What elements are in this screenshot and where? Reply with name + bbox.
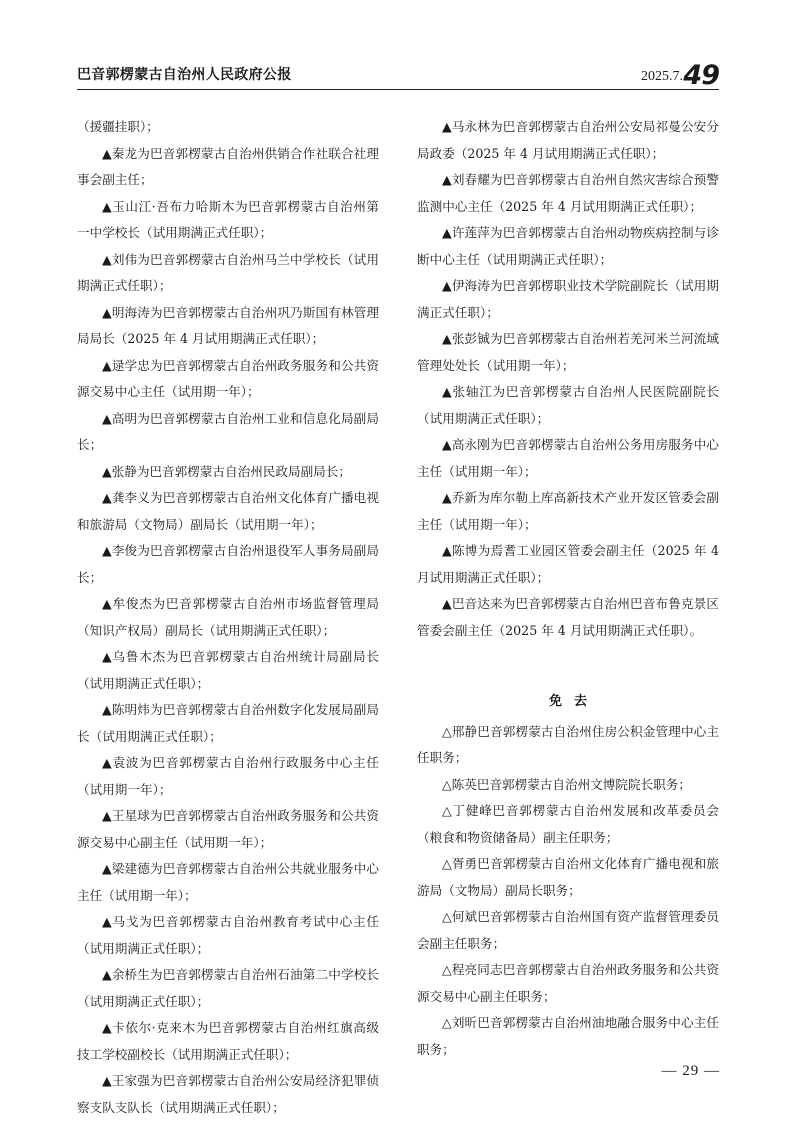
page-number: — 29 —	[661, 1063, 720, 1079]
paragraph: ▲张彭铖为巴音郭楞蒙古自治州若羌河米兰河流域管理处处长（试用期一年）；	[417, 331, 719, 373]
paragraph: ▲明海涛为巴音郭楞蒙古自治州巩乃斯国有林管理局局长（2025 年 4 月试用期满正式任职）；	[77, 304, 379, 346]
paragraph: ▲牟俊杰为巴音郭楞蒙古自治州市场监督管理局（知识产权局）副局长（试用期满正式任职）；	[77, 596, 379, 638]
paragraph: ▲许莲萍为巴音郭楞蒙古自治州动物疾病控制与诊断中心主任（试用期满正式任职）；	[417, 225, 719, 267]
paragraph: ▲李俊为巴音郭楞蒙古自治州退役军人事务局副局长；	[77, 543, 379, 585]
paragraph: ▲巴音达来为巴音郭楞蒙古自治州巴音布鲁克景区管委会副主任（2025 年 4 月试用期满正式任职）。	[417, 596, 719, 638]
paragraph: ▲卡依尔·克来木为巴音郭楞蒙古自治州红旗高级技工学校副校长（试用期满正式任职）；	[77, 1020, 379, 1062]
paragraph: ▲刘春耀为巴音郭楞蒙古自治州自然灾害综合预警监测中心主任（2025 年 4 月试用期满正式任职）；	[417, 172, 719, 214]
left-column	[77, 114, 379, 1121]
publication-title: 巴音郭楞蒙古自治州人民政府公报	[77, 67, 292, 83]
right-column	[417, 114, 719, 1063]
paragraph: ▲马永林为巴音郭楞蒙古自治州公安局祁曼公安分局政委（2025 年 4 月试用期满正式任职）；	[417, 119, 719, 161]
issue-date: 2025.7.	[641, 69, 683, 84]
paragraph: ▲龚李义为巴音郭楞蒙古自治州文化体育广播电视和旅游局（文物局）副局长（试用期一年）；	[77, 490, 379, 532]
page-header	[77, 60, 719, 91]
paragraph: ▲秦龙为巴音郭楞蒙古自治州供销合作社联合社理事会副主任；	[77, 145, 379, 187]
paragraph: ▲张静为巴音郭楞蒙古自治州民政局副局长；	[102, 463, 351, 479]
paragraph: ▲王星球为巴音郭楞蒙古自治州政务服务和公共资源交易中心副主任（试用期一年）；	[77, 808, 379, 850]
paragraph: ▲伊海涛为巴音郭楞职业技术学院副院长（试用期满正式任职）；	[417, 278, 719, 320]
paragraph: ▲张轴江为巴音郭楞蒙古自治州人民医院副院长（试用期满正式任职）；	[417, 384, 719, 426]
issue-number: 49	[683, 60, 719, 91]
paragraph: （援疆挂职）；	[77, 119, 159, 134]
paragraph: ▲余桥生为巴音郭楞蒙古自治州石油第二中学校长（试用期满正式任职）；	[77, 967, 379, 1009]
paragraph: ▲乔新为库尔勒上库高新技术产业开发区管委会副主任（试用期一年）；	[417, 490, 719, 532]
header-divider	[77, 89, 719, 90]
paragraph: ▲袁波为巴音郭楞蒙古自治州行政服务中心主任（试用期一年）；	[77, 755, 379, 797]
paragraph: ▲乌鲁木杰为巴音郭楞蒙古自治州统计局副局长（试用期满正式任职）；	[77, 649, 379, 691]
paragraph: △丁健峰巴音郭楞蒙古自治州发展和改革委员会（粮食和物资储备局）副主任职务；	[417, 803, 719, 845]
section-heading-removals: 免去	[548, 694, 599, 709]
paragraph: △陈英巴音郭楞蒙古自治州文博院院长职务；	[442, 776, 691, 792]
paragraph: ▲陈博为焉耆工业园区管委会副主任（2025 年 4 月试用期满正式任职）；	[417, 543, 719, 585]
paragraph: ▲王家强为巴音郭楞蒙古自治州公安局经济犯罪侦察支队支队长（试用期满正式任职）；	[77, 1073, 379, 1115]
paragraph: △程亮同志巴音郭楞蒙古自治州政务服务和公共资源交易中心副主任职务；	[417, 962, 719, 1004]
paragraph: ▲刘伟为巴音郭楞蒙古自治州马兰中学校长（试用期满正式任职）；	[77, 251, 379, 293]
paragraph: ▲梁建德为巴音郭楞蒙古自治州公共就业服务中心主任（试用期一年）；	[77, 861, 379, 903]
paragraph: △刘昕巴音郭楞蒙古自治州油地融合服务中心主任职务；	[417, 1015, 719, 1057]
paragraph: ▲高明为巴音郭楞蒙古自治州工业和信息化局副局长；	[77, 410, 379, 452]
paragraph: ▲陈明炜为巴音郭楞蒙古自治州数字化发展局副局长（试用期满正式任职）；	[77, 702, 379, 744]
paragraph: △何斌巴音郭楞蒙古自治州国有资产监督管理委员会副主任职务；	[417, 909, 719, 951]
paragraph: ▲逯学忠为巴音郭楞蒙古自治州政务服务和公共资源交易中心主任（试用期一年）；	[77, 357, 379, 399]
paragraph: ▲马戈为巴音郭楞蒙古自治州教育考试中心主任（试用期满正式任职）；	[77, 914, 379, 956]
paragraph: ▲玉山江·吾布力哈斯木为巴音郭楞蒙古自治州第一中学校长（试用期满正式任职）；	[77, 198, 379, 240]
paragraph: ▲高永刚为巴音郭楞蒙古自治州公务用房服务中心主任（试用期一年）；	[417, 437, 719, 479]
paragraph: △胥勇巴音郭楞蒙古自治州文化体育广播电视和旅游局（文物局）副局长职务；	[417, 856, 719, 898]
paragraph: △邢静巴音郭楞蒙古自治州住房公积金管理中心主任职务；	[417, 723, 719, 765]
